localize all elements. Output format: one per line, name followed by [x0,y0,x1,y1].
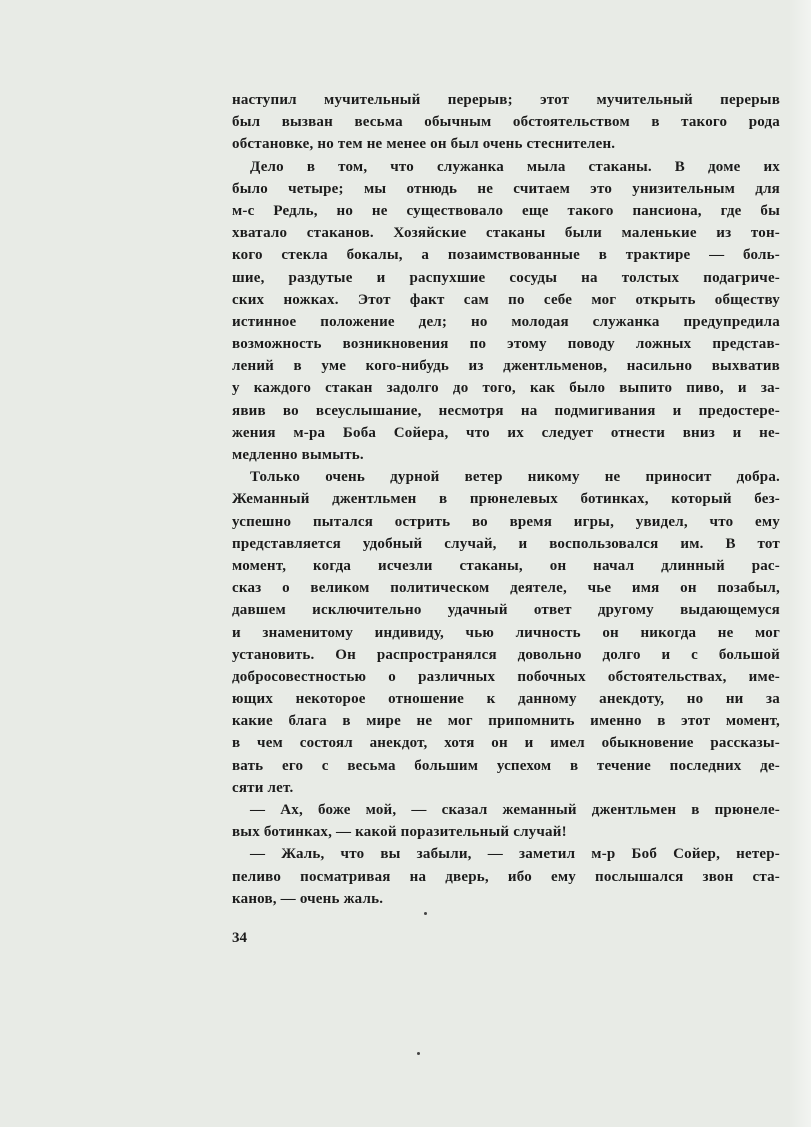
text-line: представляется удобный случай, и воспользовался им. В тот [232,535,780,552]
body-text [232,89,780,910]
text-line: кого стекла бокалы, а позаимствованные в трактире — боль- [232,247,780,264]
text-line: момент, когда исчезли стаканы, он начал длинный рас- [232,557,780,574]
text-line: вых ботинках, — какой поразительный случай! [232,824,567,841]
text-line: шие, раздутые и распухшие сосуды на толстых подагриче- [232,269,780,286]
text-line: в чем состоял анекдот, хотя он и имел обыкновение рассказы- [232,735,780,752]
text-line: вать его с весьма большим успехом в течение последних де- [232,757,780,774]
text-line: какие блага в мире не мог припомнить именно в этот момент, [232,713,780,730]
text-line: жения м-ра Боба Сойера, что их следует отнести вниз и не- [232,424,780,441]
text-line: ющих некоторое отношение к данному анекдоту, но ни за [232,691,780,708]
text-line: медленно вымыть. [232,447,364,463]
text-line: — Жаль, что вы забыли, — заметил м-р Боб Сойер, нетер- [250,846,780,863]
text-line: Жеманный джентльмен в прюнелевых ботинках, который без- [232,491,780,508]
page-edge [789,0,811,1127]
scan-speck [417,1052,420,1055]
text-line: и знаменитому индивиду, чью личность он никогда не мог [232,624,780,641]
scan-speck [424,912,427,915]
text-line: сказ о великом политическом деятеле, чье имя он позабыл, [232,580,780,597]
text-line: был вызван весьма обычным обстоятельством в такого рода [232,114,780,131]
text-line: канов, — очень жаль. [232,890,384,907]
paragraph [232,156,780,467]
text-line: ских ножках. Этот факт сам по себе мог открыть обществу [232,291,780,308]
text-line: пеливо посматривая на дверь, ибо ему послышался звон ста- [232,868,780,885]
text-line: лений в уме кого-нибудь из джентльменов, насильно выхватив [232,358,780,375]
paragraph [232,89,780,156]
page-number: 34 [232,930,247,946]
text-line: возможность возникновения по этому поводу ложных представ- [232,336,780,353]
text-line: сяти лет. [232,779,294,796]
text-line: было четыре; мы отнюдь не считаем это унизительным для [232,180,780,197]
text-line: — Ах, боже мой, — сказал жеманный джентльмен в прюнеле- [250,802,780,818]
paragraph [232,843,780,910]
text-line: успешно пытался острить во время игры, увидел, что ему [232,513,780,530]
paragraph [232,466,780,799]
text-line: Только очень дурной ветер никому не приносит добра. [250,469,780,486]
text-line: Дело в том, что служанка мыла стаканы. В доме их [250,158,780,175]
text-line: хватало стаканов. Хозяйские стаканы были маленькие из тон- [232,225,780,242]
text-line: давшем исключительно удачный ответ другому выдающемуся [232,602,780,619]
text-line: установить. Он распространялся довольно долго и с большой [232,646,780,663]
text-line: наступил мучительный перерыв; этот мучительный перерыв [232,92,780,108]
text-line: м-с Редль, но не существовало еще такого пансиона, где бы [232,202,780,219]
text-line: у каждого стакан задолго до того, как было выпито пиво, и за- [232,380,780,397]
text-line: истинное положение дел; но молодая служанка предупредила [232,313,780,330]
text-line: добросовестностью о различных побочных обстоятельствах, име- [232,668,780,685]
text-line: обстановке, но тем не менее он был очень стеснителен. [232,136,616,153]
paragraph [232,799,780,843]
text-line: явив во всеуслышание, несмотря на подмигивания и предостере- [232,402,780,419]
